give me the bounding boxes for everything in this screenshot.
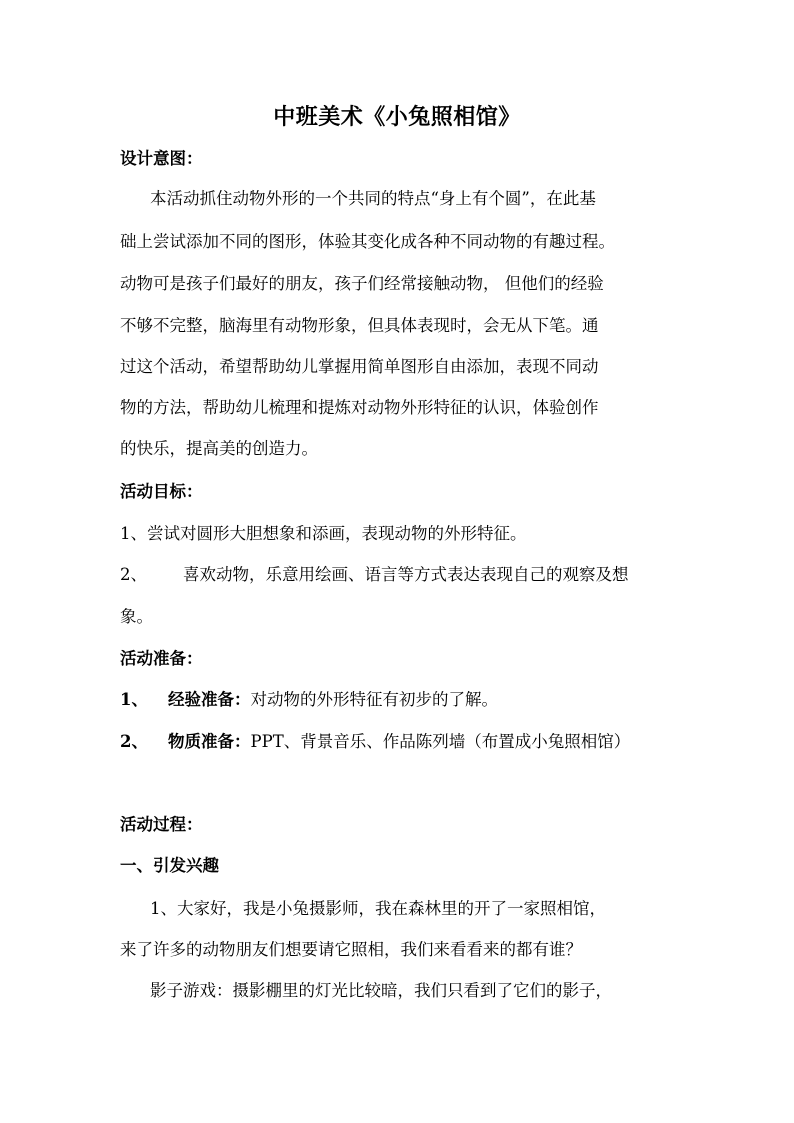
design-intent-line-3: 动物可是孩子们最好的朋友，孩子们经常接触动物， 但他们的经验 — [120, 274, 604, 293]
preparation-item-1-number: 1、 — [120, 690, 148, 709]
document-title: 中班美术《小兔照相馆》 — [273, 104, 521, 130]
design-intent-line-2: 础上尝试添加不同的图形，体验其变化成各种不同动物的有趣过程。 — [120, 232, 615, 251]
goal-item-2-number: 2、 — [120, 565, 147, 584]
process-para-1-line-2: 来了许多的动物朋友们想要请它照相，我们来看看来的都有谁？ — [120, 940, 582, 959]
preparation-item-2-text: PPT、背景音乐、作品陈列墙（布置成小兔照相馆） — [250, 732, 631, 751]
preparation-heading: 活动准备： — [120, 649, 203, 668]
design-intent-line-6: 物的方法，帮助幼儿梳理和提炼对动物外形特征的认识，体验创作 — [120, 398, 599, 417]
preparation-item-2-number: 2、 — [120, 732, 148, 751]
process-heading: 活动过程： — [120, 815, 203, 834]
goal-item-2 — [120, 564, 629, 586]
section-1-heading: 一、引发兴趣 — [120, 856, 219, 875]
preparation-item-1-label: 经验准备： — [167, 690, 251, 709]
preparation-item-2 — [120, 731, 630, 753]
goal-item-1: 1、尝试对圆形大胆想象和添画，表现动物的外形特征。 — [120, 524, 527, 543]
design-intent-line-1: 本活动抓住动物外形的一个共同的特点“身上有个圆”，在此基 — [150, 189, 596, 208]
design-intent-line-7: 的快乐，提高美的创造力。 — [120, 439, 318, 458]
preparation-item-2-label: 物质准备： — [167, 732, 251, 751]
preparation-item-1 — [120, 689, 498, 711]
goal-item-2-text: 喜欢动物，乐意用绘画、语言等方式表达表现自己的观察及想 — [183, 565, 629, 584]
design-intent-line-4: 不够不完整，脑海里有动物形象，但具体表现时，会无从下笔。通 — [120, 316, 599, 335]
process-para-1-line-1: 1、大家好，我是小兔摄影师，我在森林里的开了一家照相馆， — [150, 899, 606, 918]
process-para-2-line-1: 影子游戏：摄影棚里的灯光比较暗，我们只看到了它们的影子， — [150, 981, 612, 1000]
design-intent-heading: 设计意图： — [120, 149, 203, 168]
preparation-item-1-text: 对动物的外形特征有初步的了解。 — [250, 690, 498, 709]
design-intent-line-5: 过这个活动，希望帮助幼儿掌握用简单图形自由添加，表现不同动 — [120, 357, 599, 376]
goal-item-2-continued: 象。 — [120, 607, 153, 626]
goals-heading: 活动目标： — [120, 482, 203, 501]
